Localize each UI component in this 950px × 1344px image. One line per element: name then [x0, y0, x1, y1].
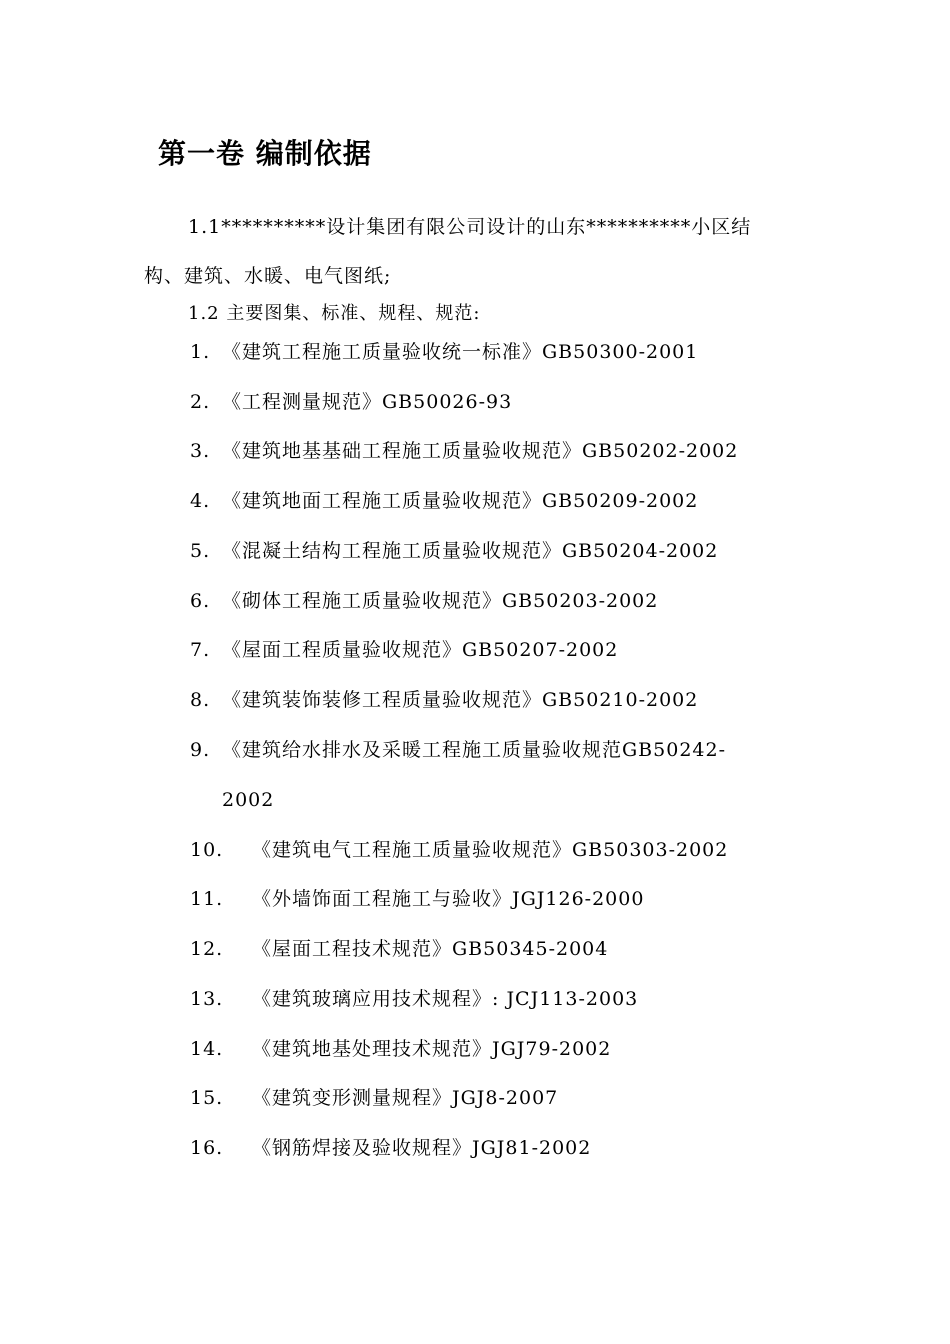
- item-number: 10.: [190, 839, 224, 861]
- item-text: 《建筑装饰装修工程质量验收规范》GB50210-2002: [222, 689, 699, 711]
- section-1-1-line-1: 1.1**********设计集团有限公司设计的山东**********小区结: [188, 216, 752, 238]
- item-number: 13.: [190, 988, 224, 1010]
- item-number: 16.: [190, 1137, 224, 1159]
- item-text: 《建筑给水排水及采暖工程施工质量验收规范GB50242-: [222, 739, 727, 761]
- item-number: 6.: [190, 590, 211, 612]
- section-1-1-line-2: 构、建筑、水暖、电气图纸;: [144, 265, 392, 287]
- item-text: 《建筑电气工程施工质量验收规范》GB50303-2002: [252, 839, 729, 861]
- item-text: 《建筑地基处理技术规范》JGJ79-2002: [252, 1038, 612, 1060]
- item-number: 1.: [190, 341, 211, 363]
- section-1-2-heading: 1.2 主要图集、标准、规程、规范:: [188, 303, 481, 324]
- item-number: 12.: [190, 938, 224, 960]
- item-number: 15.: [190, 1087, 224, 1109]
- item-text: 《建筑地面工程施工质量验收规范》GB50209-2002: [222, 490, 699, 512]
- item-number: 11.: [190, 888, 224, 910]
- item-number: 8.: [190, 689, 211, 711]
- item-text: 《建筑工程施工质量验收统一标准》GB50300-2001: [222, 341, 699, 363]
- list-item-continuation: 2002: [222, 789, 275, 811]
- item-text: 《混凝土结构工程施工质量验收规范》GB50204-2002: [222, 540, 719, 562]
- item-text: 《钢筋焊接及验收规程》JGJ81-2002: [252, 1137, 592, 1159]
- item-number: 5.: [190, 540, 211, 562]
- item-text: 《建筑玻璃应用技术规程》: JCJ113-2003: [252, 988, 639, 1010]
- item-text: 《砌体工程施工质量验收规范》GB50203-2002: [222, 590, 659, 612]
- item-number: 3.: [190, 440, 211, 462]
- item-text: 《工程测量规范》GB50026-93: [222, 391, 513, 413]
- item-number: 9.: [190, 739, 211, 761]
- item-number: 2.: [190, 391, 211, 413]
- item-number: 7.: [190, 639, 211, 661]
- item-text: 《建筑变形测量规程》JGJ8-2007: [252, 1087, 559, 1109]
- item-text: 《建筑地基基础工程施工质量验收规范》GB50202-2002: [222, 440, 739, 462]
- item-text: 《屋面工程技术规范》GB50345-2004: [252, 938, 609, 960]
- item-text: 《外墙饰面工程施工与验收》JGJ126-2000: [252, 888, 645, 910]
- page-title: 第一卷 编制依据: [158, 137, 372, 170]
- item-number: 4.: [190, 490, 211, 512]
- item-number: 14.: [190, 1038, 224, 1060]
- item-text: 《屋面工程质量验收规范》GB50207-2002: [222, 639, 619, 661]
